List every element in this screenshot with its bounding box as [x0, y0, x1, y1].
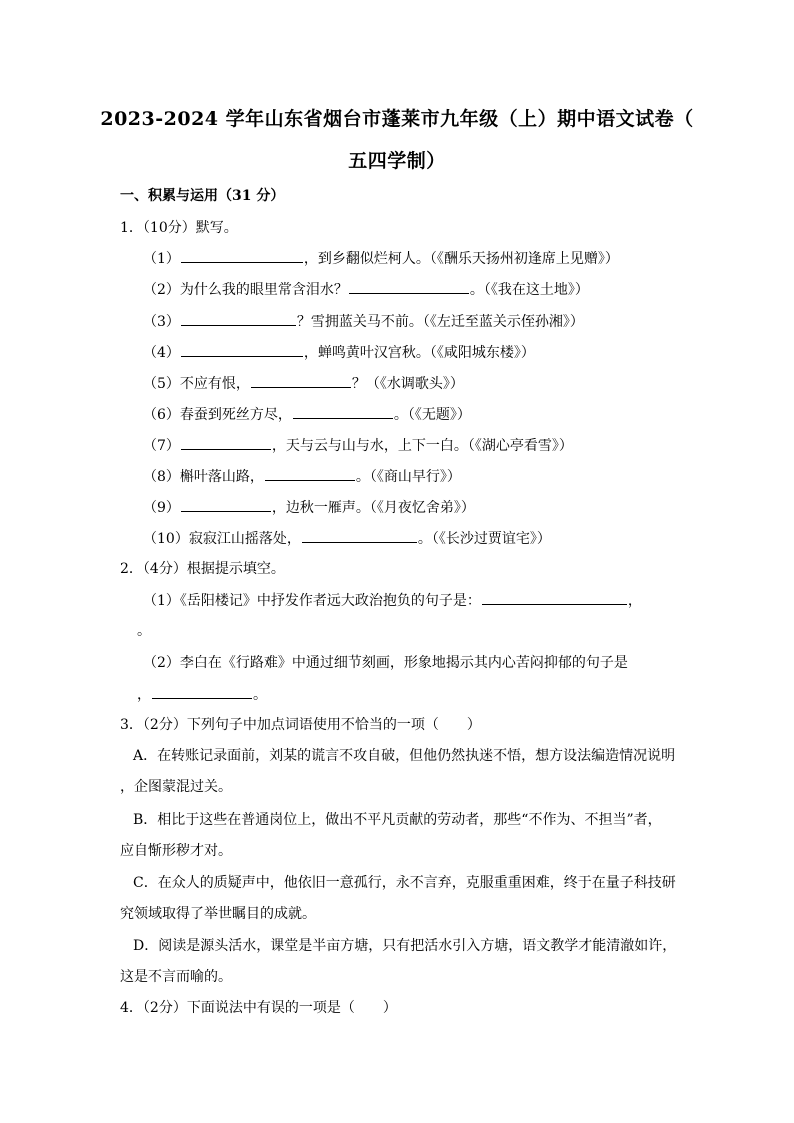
item-text: ，到乡翻似烂柯人。（《酬乐天扬州初逢席上见赠》）: [303, 251, 619, 267]
answer-blank[interactable]: [293, 404, 393, 419]
item-text: ？（《水调歌头》）: [351, 376, 464, 392]
section-heading: 一、积累与运用（31 分）: [120, 188, 285, 204]
item-text: ，: [137, 687, 151, 703]
answer-blank[interactable]: [181, 342, 303, 357]
item-text: 。（《我在这土地》）: [469, 282, 589, 298]
item-text: 槲叶落山路，: [179, 469, 264, 485]
q1-item-4: [143, 342, 535, 363]
item-number: （5）: [143, 376, 180, 392]
q1-item-1: [143, 248, 619, 269]
item-number: （4）: [143, 345, 180, 361]
question-3-stem: 3．（2分）下列句子中加点词语使用不恰当的一项（ ）: [120, 717, 481, 733]
q3-option-b: B．相比于这些在普通岗位上，做出不平凡贡献的劳动者，那些“不作为、不担当”者，: [133, 812, 662, 828]
item-text: 不应有恨，: [179, 376, 250, 392]
q1-item-3: [143, 311, 584, 332]
answer-blank[interactable]: [152, 684, 252, 699]
item-text: ，: [627, 593, 642, 609]
item-number: （9）: [143, 500, 180, 516]
answer-blank[interactable]: [181, 497, 271, 512]
q3-option-c: C．在众人的质疑声中，他依旧一意孤行，永不言弃，克服重重困难，终于在量子科技研: [133, 875, 676, 891]
item-number: （7）: [143, 438, 180, 454]
q3-option-b-cont: 应自惭形秽才对。: [120, 843, 232, 859]
q2-part-1-cont: 。: [137, 623, 151, 639]
q2-part-1: [143, 590, 642, 611]
q2-part-2-cont: [137, 684, 267, 705]
item-number: （2）: [143, 282, 180, 298]
item-text: ，蝉鸣黄叶汉宫秋。（《咸阳城东楼》）: [303, 345, 535, 361]
exam-title-line2: 五四学制）: [348, 150, 446, 172]
answer-blank[interactable]: [482, 590, 627, 605]
q1-item-7: [143, 435, 573, 456]
item-number: （3）: [143, 314, 180, 330]
item-number: （8）: [143, 469, 180, 485]
exam-title-line1: 2023-2024 学年山东省烟台市蓬莱市九年级（上）期中语文试卷（: [100, 108, 694, 130]
q1-item-5: [143, 373, 464, 394]
answer-blank[interactable]: [265, 466, 355, 481]
q3-option-d: D．阅读是源头活水，课堂是半亩方塘，只有把活水引入方塘，语文教学才能清澈如许，: [133, 938, 677, 954]
question-1-stem: 1．（10分）默写。: [120, 220, 238, 236]
q2-part-2: （2）李白在《行路难》中通过细节刻画，形象地揭示其内心苦闷抑郁的句子是: [143, 655, 628, 671]
item-number: （1）: [143, 251, 180, 267]
question-4-stem: 4．（2分）下面说法中有误的一项是（ ）: [120, 1000, 397, 1016]
item-text: 。（《商山早行》）: [355, 469, 461, 485]
question-2-stem: 2．（4分）根据提示填空。: [120, 561, 285, 577]
q3-option-d-cont: 这是不言而喻的。: [120, 969, 232, 985]
item-number: （10）: [143, 531, 189, 547]
answer-blank[interactable]: [181, 248, 303, 263]
answer-blank[interactable]: [181, 311, 296, 326]
q1-item-10: [143, 528, 551, 549]
item-text: 春蚕到死丝方尽，: [179, 407, 292, 423]
q3-option-a-cont: ，企图蒙混过关。: [120, 779, 232, 795]
q3-option-a: A．在转账记录面前，刘某的谎言不攻自破，但他仍然执迷不悟，想方设法编造情况说明: [133, 748, 676, 764]
q1-item-8: [143, 466, 461, 487]
q1-item-9: [143, 497, 475, 518]
q1-item-2: [143, 279, 589, 300]
item-text: ，天与云与山与水，上下一白。（《湖心亭看雪》）: [271, 438, 573, 454]
item-text: ，边秋一雁声。（《月夜忆舍弟》）: [271, 500, 475, 516]
q1-item-6: [143, 404, 471, 425]
q3-option-c-cont: 究领域取得了举世瞩目的成就。: [120, 906, 316, 922]
answer-blank[interactable]: [181, 435, 271, 450]
item-number: （6）: [143, 407, 180, 423]
item-text: 寂寂江山摇落处，: [188, 531, 301, 547]
item-text: （1）《岳阳楼记》中抒发作者远大政治抱负的句子是：: [143, 593, 481, 609]
answer-blank[interactable]: [349, 279, 469, 294]
answer-blank[interactable]: [251, 373, 351, 388]
item-text: 。（《长沙过贾谊宅》）: [417, 531, 551, 547]
answer-blank[interactable]: [302, 528, 417, 543]
item-text: ？雪拥蓝关马不前。（《左迁至蓝关示侄孙湘》）: [296, 314, 584, 330]
item-text: 。: [253, 687, 267, 703]
item-text: 为什么我的眼里常含泪水？: [179, 282, 348, 298]
item-text: 。（《无题》）: [393, 407, 471, 423]
